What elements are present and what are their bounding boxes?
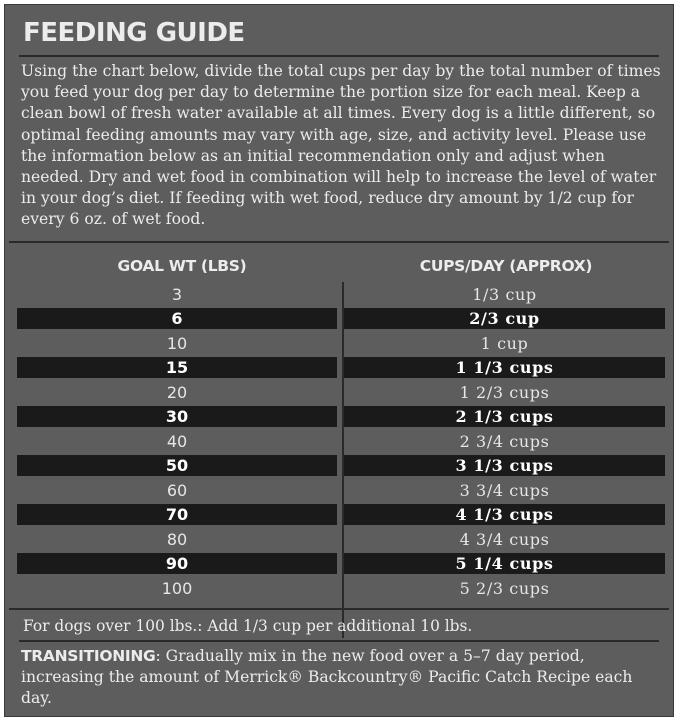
cups-per-day-value: 1 2/3 cups (459, 382, 550, 402)
goal-weight-cell: 100 (161, 578, 193, 598)
goal-weight-cell: 80 (166, 529, 188, 549)
cups-per-day-value: 4 1/3 cups (455, 505, 554, 525)
feeding-table (17, 250, 665, 601)
cups-per-day-cell (344, 455, 665, 476)
cups-per-day-cell (344, 578, 665, 599)
table-top-divider (9, 241, 669, 243)
cups-per-day-cell (344, 357, 665, 378)
goal-weight-cell: 10 (166, 333, 188, 353)
table-row (17, 380, 665, 405)
table-row (17, 307, 665, 332)
cups-per-day-cell (344, 382, 665, 403)
goal-weight-cell: 15 (17, 357, 337, 378)
table-row (17, 356, 665, 381)
cups-per-day-cell (344, 406, 665, 427)
goal-weight-cell: 3 (171, 284, 183, 304)
table-header (17, 250, 665, 282)
feeding-guide-panel (4, 4, 674, 717)
feeding-instructions: Using the chart below, divide the total cups per day by the total number of times you feed your dog per day to determine the portion size for each meal. Keep a clean bowl of fresh water available at all times. Every dog is a little different, so optimal feeding amounts may vary with age, size, and activity level. Please use the information below as an initial recommendation only and adjust when needed. Dry and wet food in combination will help to increase the level of water in your dog’s diet. If feeding with wet food, reduce dry amount by 1/2 cup for every 6 oz. of wet food. (21, 62, 661, 229)
table-row (17, 503, 665, 528)
header-goal-weight: GOAL WT (LBS) (117, 257, 247, 275)
title-divider (19, 55, 659, 57)
cups-per-day-cell (344, 480, 665, 501)
cups-per-day-value: 2 1/3 cups (455, 407, 554, 427)
table-row (17, 576, 665, 601)
table-row (17, 454, 665, 479)
header-cups-per-day: CUPS/DAY (APPROX) (419, 257, 593, 275)
cups-per-day-cell (344, 333, 665, 354)
cups-per-day-value: 2 3/4 cups (459, 431, 550, 451)
goal-weight-cell: 60 (166, 480, 188, 500)
goal-weight-cell: 30 (17, 406, 337, 427)
cups-per-day-value: 4 3/4 cups (459, 529, 550, 549)
transitioning-label: TRANSITIONING (21, 647, 156, 665)
cups-per-day-cell (344, 308, 665, 329)
goal-weight-cell: 6 (17, 308, 337, 329)
table-row (17, 527, 665, 552)
cups-per-day-value: 1 1/3 cups (455, 358, 554, 378)
cups-per-day-value: 3 3/4 cups (459, 480, 550, 500)
table-row (17, 331, 665, 356)
goal-weight-cell: 90 (17, 553, 337, 574)
table-body (17, 282, 665, 601)
cups-per-day-cell (344, 504, 665, 525)
feeding-guide-title: FEEDING GUIDE (23, 18, 245, 48)
goal-weight-cell: 20 (166, 382, 188, 402)
cups-per-day-value: 2/3 cup (469, 309, 540, 329)
cups-per-day-value: 5 2/3 cups (459, 578, 550, 598)
goal-weight-cell: 70 (17, 504, 337, 525)
cups-per-day-cell (344, 529, 665, 550)
cups-per-day-value: 1/3 cup (472, 284, 537, 304)
table-bottom-divider (9, 608, 669, 610)
table-row (17, 429, 665, 454)
table-row (17, 478, 665, 503)
table-row (17, 405, 665, 430)
table-row (17, 552, 665, 577)
cups-per-day-cell (344, 284, 665, 305)
transitioning-section (21, 646, 661, 709)
transitioning-text: : Gradually mix in the new food over a 5–7 day period, increasing the amount of Merrick® Backcountry® Pacific Catch Recipe each day. (21, 647, 633, 707)
cups-per-day-cell (344, 431, 665, 452)
column-divider (342, 282, 344, 638)
cups-per-day-cell (344, 553, 665, 574)
cups-per-day-value: 1 cup (480, 333, 529, 353)
table-row (17, 282, 665, 307)
large-dog-note: For dogs over 100 lbs.: Add 1/3 cup per additional 10 lbs. (23, 617, 473, 635)
cups-per-day-value: 3 1/3 cups (455, 456, 554, 476)
goal-weight-cell: 40 (166, 431, 188, 451)
goal-weight-cell: 50 (17, 455, 337, 476)
note-divider (19, 640, 659, 642)
cups-per-day-value: 5 1/4 cups (455, 554, 554, 574)
